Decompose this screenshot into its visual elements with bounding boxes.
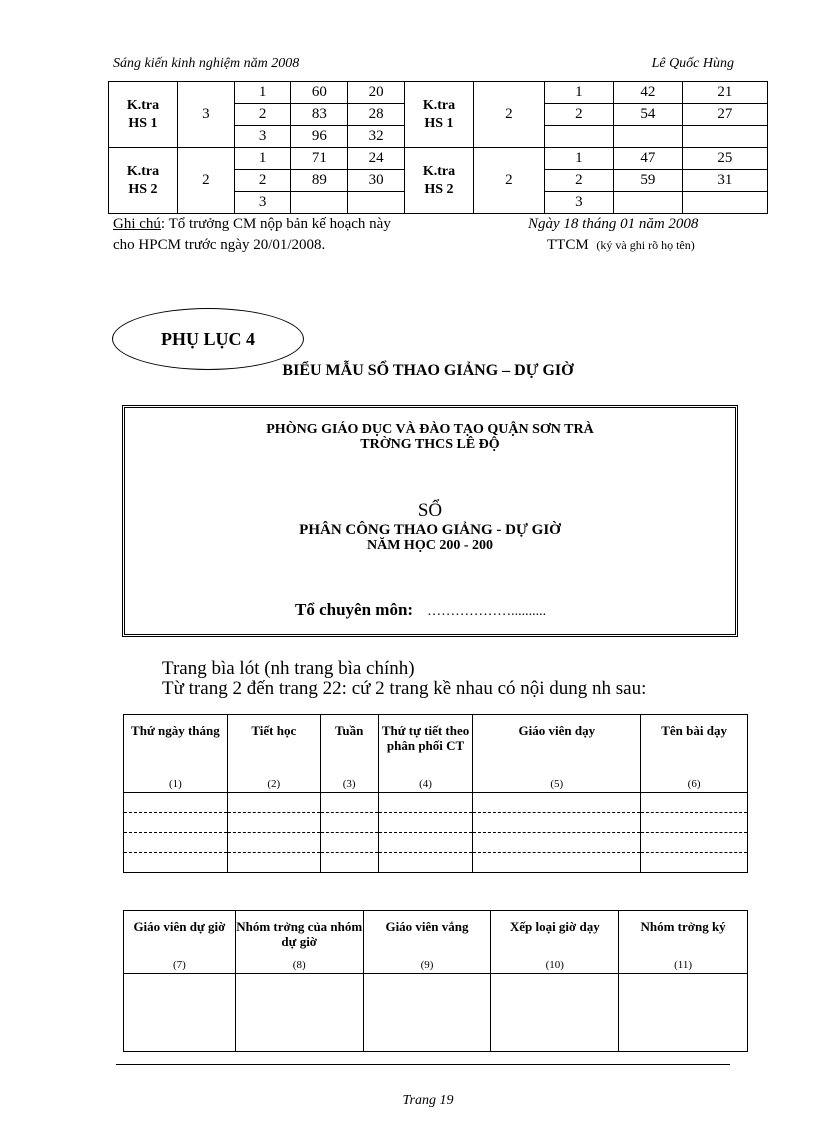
table-row — [124, 833, 748, 853]
table-cell: 2 — [544, 104, 613, 126]
test-label: K.tra HS 1 — [109, 82, 178, 148]
table-cell: 28 — [348, 104, 405, 126]
table-row — [124, 813, 748, 833]
test-count: 2 — [177, 148, 234, 214]
table-cell: 96 — [291, 126, 348, 148]
column-header: Giáo viên dự giờ — [124, 911, 236, 958]
table-cell — [544, 126, 613, 148]
table-cell: 89 — [291, 170, 348, 192]
table-cell: 1 — [544, 82, 613, 104]
table-cell: 20 — [348, 82, 405, 104]
column-number: (7) — [124, 958, 236, 974]
appendix-oval — [112, 308, 304, 370]
header-right: Lê Quốc Hùng — [651, 56, 734, 71]
table-cell: 27 — [682, 104, 767, 126]
table-cell: 2 — [234, 170, 291, 192]
column-number: (1) — [124, 777, 228, 793]
table-cell — [348, 192, 405, 214]
table-cell: 47 — [613, 148, 682, 170]
table-row — [109, 82, 768, 104]
table-cell: 83 — [291, 104, 348, 126]
observation-table — [123, 910, 748, 1052]
table-cell: 3 — [544, 192, 613, 214]
column-number: (6) — [641, 777, 748, 793]
table-cell: 1 — [544, 148, 613, 170]
table-cell: 42 — [613, 82, 682, 104]
table-cell: 1 — [234, 148, 291, 170]
test-label: K.tra HS 2 — [405, 148, 474, 214]
table-cell: 1 — [234, 82, 291, 104]
table-cell: 21 — [682, 82, 767, 104]
cover-so: SỔ — [417, 500, 443, 521]
test-count: 2 — [473, 82, 544, 148]
column-header: Nhóm trởng ký — [619, 911, 748, 958]
note-sign — [547, 235, 695, 256]
table-cell: 32 — [348, 126, 405, 148]
column-number: (4) — [378, 777, 473, 793]
table-row — [109, 148, 768, 170]
cover-line4: NĂM HỌC 200 - 200 — [367, 538, 493, 553]
column-number: (8) — [235, 958, 363, 974]
para-line1: Trang bìa lót (nh trang bìa chính) — [162, 658, 415, 679]
note-label: Ghi chú — [113, 216, 161, 232]
table-cell: 3 — [234, 192, 291, 214]
sign-label: TTCM — [547, 237, 589, 253]
column-header: Tiết học — [227, 715, 320, 777]
table-cell: 24 — [348, 148, 405, 170]
table-cell: 59 — [613, 170, 682, 192]
column-number: (5) — [473, 777, 641, 793]
column-header: Thứ ngày tháng — [124, 715, 228, 777]
para-line2: Từ trang 2 đến trang 22: cứ 2 trang kề nhau có nội dung nh sau: — [162, 678, 647, 699]
table-cell: 3 — [234, 126, 291, 148]
table-cell: 60 — [291, 82, 348, 104]
column-header: Giáo viên vắng — [363, 911, 491, 958]
table-cell — [613, 192, 682, 214]
sign-note: (ký và ghi rõ họ tên) — [596, 238, 695, 252]
table-cell — [291, 192, 348, 214]
note-line2: cho HPCM trước ngày 20/01/2008. — [113, 237, 326, 253]
column-header: Tên bài dạy — [641, 715, 748, 777]
page-number: Trang 19 — [402, 1093, 454, 1108]
table-cell: 30 — [348, 170, 405, 192]
table-cell: 71 — [291, 148, 348, 170]
test-count: 2 — [473, 148, 544, 214]
table-cell: 54 — [613, 104, 682, 126]
header-left: Sáng kiến kinh nghiệm năm 2008 — [113, 56, 300, 71]
cover-box — [122, 405, 738, 637]
table-row — [124, 853, 748, 873]
cover-line1: PHÒNG GIÁO DỤC VÀ ĐÀO TẠO QUẬN SƠN TRÀ — [266, 422, 594, 437]
to-dots: ……………….......... — [427, 604, 547, 619]
column-header: Tuần — [320, 715, 378, 777]
column-number: (9) — [363, 958, 491, 974]
column-number: (3) — [320, 777, 378, 793]
table-cell — [613, 126, 682, 148]
note — [113, 214, 391, 256]
test-label: K.tra HS 2 — [109, 148, 178, 214]
table-cell — [682, 192, 767, 214]
column-header: Nhóm trởng của nhóm dự giờ — [235, 911, 363, 958]
cover-line2: TRỜNG THCS LÊ ĐỘ — [360, 437, 500, 452]
table-cell: 2 — [544, 170, 613, 192]
table-cell: 31 — [682, 170, 767, 192]
note-line1: : Tổ trưởng CM nộp bản kế hoạch này — [160, 216, 391, 232]
teaching-table — [123, 714, 748, 873]
column-header: Thứ tự tiết theo phân phối CT — [378, 715, 473, 777]
test-count: 3 — [177, 82, 234, 148]
table-row — [124, 974, 748, 1052]
footer-rule — [116, 1064, 730, 1065]
to-label: Tổ chuyên môn: — [295, 600, 414, 619]
cover-line3: PHÂN CÔNG THAO GIẢNG - DỰ GIỜ — [299, 522, 561, 538]
column-header: Xếp loại giờ dạy — [491, 911, 619, 958]
table-row — [124, 793, 748, 813]
scores-table — [108, 81, 768, 214]
test-label: K.tra HS 1 — [405, 82, 474, 148]
column-number: (2) — [227, 777, 320, 793]
form-title: BIỂU MẪU SỔ THAO GIẢNG – DỰ GIỜ — [282, 362, 574, 379]
appendix-label: PHỤ LỤC 4 — [161, 328, 255, 349]
table-cell — [682, 126, 767, 148]
cover-to-chuyen-mon — [295, 600, 546, 620]
table-cell: 25 — [682, 148, 767, 170]
column-number: (10) — [491, 958, 619, 974]
note-date: Ngày 18 tháng 01 năm 2008 — [528, 216, 699, 232]
column-number: (11) — [619, 958, 748, 974]
column-header: Giáo viên dạy — [473, 715, 641, 777]
table-cell: 2 — [234, 104, 291, 126]
